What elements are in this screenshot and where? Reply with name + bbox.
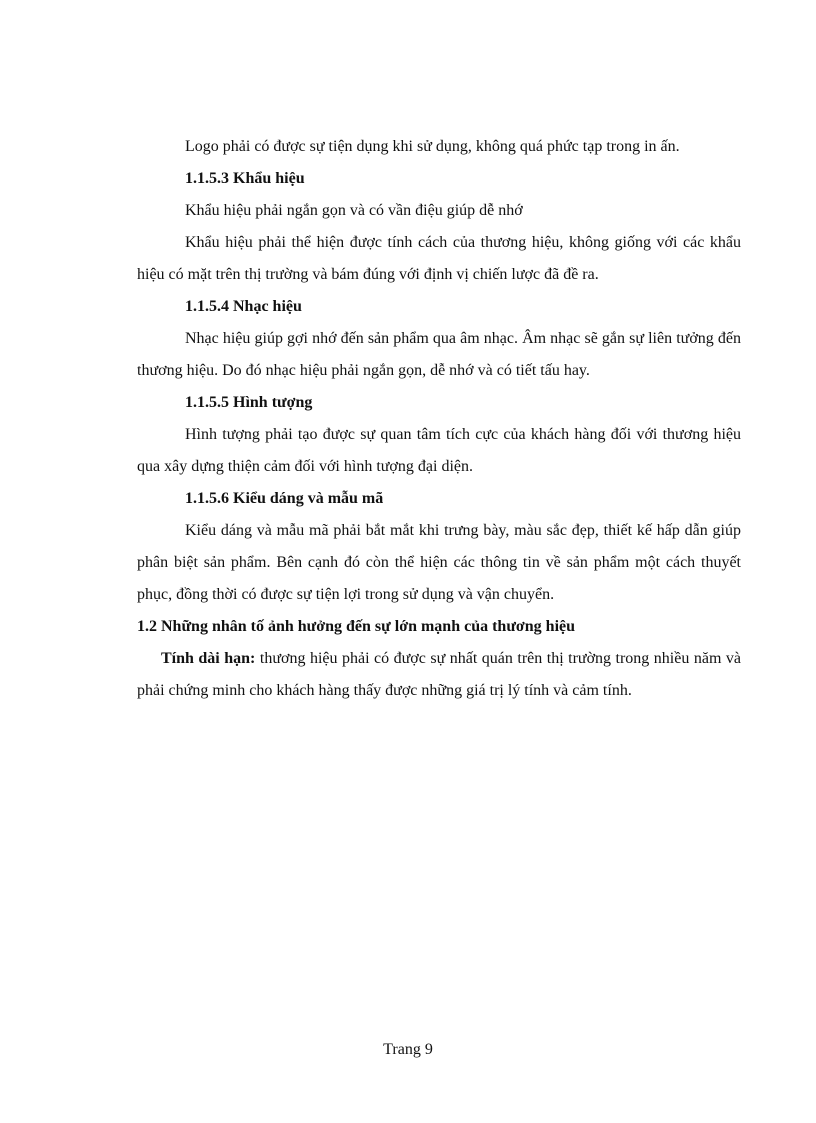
heading-1-2: 1.2 Những nhân tố ảnh hưởng đến sự lớn mạnh của thương hiệu — [137, 618, 576, 635]
page-number: Trang 9 — [383, 1041, 433, 1058]
paragraph-image: Hình tượng phải tạo được sự quan tâm tích cực của khách hàng đối với thương hiệu qua xây dựng thiện cảm đối với hình tượng đại diện. — [137, 426, 741, 475]
bold-lead-term: Tính dài hạn: — [161, 650, 256, 667]
paragraph-slogan-character: Khẩu hiệu phải thể hiện được tính cách của thương hiệu, không giống với các khẩu hiệu có mặt trên thị trường và bám đúng với định vị chiến lược đã đề ra. — [137, 234, 741, 283]
heading-1-1-5-3: 1.1.5.3 Khẩu hiệu — [185, 170, 305, 187]
heading-1-1-5-4: 1.1.5.4 Nhạc hiệu — [185, 298, 302, 315]
paragraph-slogan-short: Khẩu hiệu phải ngắn gọn và có vần điệu giúp dễ nhớ — [185, 202, 523, 219]
paragraph-design: Kiểu dáng và mẫu mã phải bắt mắt khi trưng bày, màu sắc đẹp, thiết kế hấp dẫn giúp phân biệt sản phẩm. Bên cạnh đó còn thể hiện các thông tin về sản phẩm một cách thuyết phục, đồng thời có được sự tiện lợi trong sử dụng và vận chuyển. — [137, 522, 741, 603]
heading-1-1-5-6: 1.1.5.6 Kiểu dáng và mẫu mã — [185, 490, 384, 507]
paragraph-long-term — [137, 643, 741, 707]
paragraph-jingle: Nhạc hiệu giúp gợi nhớ đến sản phẩm qua âm nhạc. Âm nhạc sẽ gắn sự liên tưởng đến thương hiệu. Do đó nhạc hiệu phải ngắn gọn, dễ nhớ và có tiết tấu hay. — [137, 330, 741, 379]
heading-1-1-5-5: 1.1.5.5 Hình tượng — [185, 394, 313, 411]
paragraph-logo-convenience: Logo phải có được sự tiện dụng khi sử dụng, không quá phức tạp trong in ấn. — [185, 138, 680, 155]
paragraph-body: thương hiệu phải có được sự nhất quán trên thị trường trong nhiều năm và phải chứng minh cho khách hàng thấy được những giá trị lý tính và cảm tính. — [137, 650, 741, 699]
page-content — [137, 131, 741, 707]
